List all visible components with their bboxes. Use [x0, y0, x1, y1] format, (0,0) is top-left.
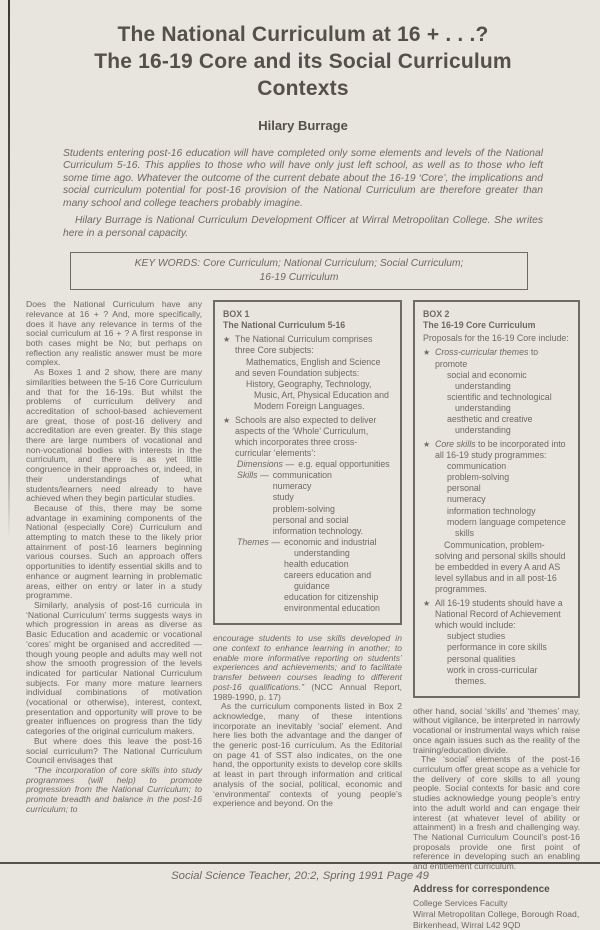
box2-skill-item: personal [447, 483, 571, 494]
paragraph: But where does this leave the post-16 social curriculum? The National Curriculum Council envisages that [26, 737, 202, 766]
paragraph: Does the National Curriculum have any relevance at 16 + ? And, more specifically, does it have any relevance in terms of the social curriculum at 16 + ? A first response in both cases might be No; but perhaps on reflection any realistic answer must be more complex. [26, 300, 202, 368]
skills-label: Skills — [237, 470, 269, 536]
paragraph: Because of this, there may be some advantage in examining components of the National (especially Core) Curriculum and attempting to match these to the likely prior attainment of post-16 learners beginning various courses. Such an approach offers opportunities to identify essential skills and to enhance or augment learning in problematic areas, either on entry or later in a study programme. [26, 504, 202, 601]
box2-bullet-record [423, 598, 571, 687]
box2-record-item: subject studies [447, 631, 571, 642]
themes-label: Themes — [237, 537, 280, 615]
box2-core-skills-note: Communication, problem-solving and personal skills should be embedded in every A and AS level syllabus and in all post-16 programmes. [435, 540, 571, 595]
box1-core-subjects-intro: The National Curriculum comprises three Core subjects: [235, 334, 393, 356]
box2-record-item: performance in core skills [447, 642, 571, 653]
page-title-line: Contexts [26, 76, 580, 103]
box2-theme-item: scientific and technological understanding [447, 392, 571, 414]
box2-theme-item: aesthetic and creative understanding [447, 414, 571, 436]
skills-items [273, 470, 393, 536]
star-bullet-icon: ★ [423, 439, 435, 595]
keywords-box [70, 252, 528, 290]
right-column [413, 300, 580, 866]
themes-items [284, 537, 393, 615]
box2-bullet-themes-text [435, 347, 571, 436]
box1-bullet-whole-curriculum [223, 415, 393, 614]
box2-bullet-record-text [435, 598, 571, 687]
box2-skill-item: modern language competence skills [447, 517, 571, 539]
theme-item: education for citizenship [284, 592, 393, 603]
box1-label: BOX 1 [223, 309, 393, 320]
paragraph: The ‘social’ elements of the post-16 curriculum offer great scope as a vehicle for the delivery of core skills to all young people. Social contexts for basic and core studies acknowledge young people’s entry into the adult world and can engage their interest (at whatever level of ability or attainment) in a fresh and challenging way. The National Curriculum Council’s post-16 proposals provide one first point of reference in developing such an enabling and entitlement curriculum. [413, 755, 580, 871]
theme-item: careers education and guidance [284, 570, 393, 592]
box2-record-intro: All 16-19 students should have a National Record of Achievement which would include: [435, 598, 571, 631]
box2-skill-item: problem-solving [447, 472, 571, 483]
box1-bullet-subjects [223, 334, 393, 412]
paragraph: Similarly, analysis of post-16 curricula in ‘National Curriculum’ terms suggests ways in which progression in areas as diverse as Basic Education and academic or vocational ‘cores’ might be organised and accredited — though young people and adults may well not show the smooth progression of the levels indicated for particular National Curriculum subjects. For many more mature learners individual combinations of motivation (vocational or otherwise), interest, context, presentation and opportunity will prove to be greater influences on progress than the tidy categories of the original curriculum makers. [26, 601, 202, 737]
star-bullet-icon: ★ [423, 347, 435, 436]
author-name: Hilary Burrage [26, 118, 580, 133]
keywords-line: 16-19 Curriculum [81, 271, 517, 284]
box2-core-skills-items [447, 461, 571, 539]
box2-skill-item: communication [447, 461, 571, 472]
footer [0, 862, 600, 882]
box2-skill-item: information technology [447, 506, 571, 517]
keywords-line: KEY WORDS: Core Curriculum; National Curriculum; Social Curriculum; [81, 257, 517, 270]
box2-bullet-core-skills-text [435, 439, 571, 595]
quote-citation: (NCC Annual Report, 1989-1990, p. 17) [213, 682, 402, 702]
box2-title: The 16-19 Core Curriculum [423, 320, 571, 331]
skill-item: communication [273, 470, 393, 481]
abstract [63, 148, 543, 241]
star-bullet-icon: ★ [223, 415, 235, 614]
box2-core-skills-lead: Core skills [435, 439, 476, 449]
quote-continuation [213, 634, 402, 702]
box1-skills [237, 470, 393, 536]
box1 [213, 300, 402, 625]
theme-item: health education [284, 559, 393, 570]
box2-label: BOX 2 [423, 309, 571, 320]
address-heading: Address for correspondence [413, 884, 580, 895]
box2-themes-lead: Cross-curricular themes [435, 347, 528, 357]
box2-theme-item: social and economic understanding [447, 370, 571, 392]
skill-item: study [273, 492, 393, 503]
box2-themes-items [447, 370, 571, 436]
page-edge-artifact [8, 0, 10, 540]
columns [26, 300, 580, 866]
box2-intro: Proposals for the 16-19 Core include: [423, 333, 571, 344]
page-title-line: The 16-19 Core and its Social Curriculum [26, 49, 580, 76]
box2-themes-intro [435, 347, 571, 369]
skill-item: numeracy [273, 481, 393, 492]
theme-item: economic and industrial understanding [284, 537, 393, 559]
footer-citation: Social Science Teacher, 20:2, Spring 1991 Page 49 [0, 870, 600, 882]
box2-record-items [447, 631, 571, 686]
paragraph: As Boxes 1 and 2 show, there are many similarities between the 5-16 Core Curriculum and that for the 16-19s. But whilst the problems of curriculum delivery and accreditation of school-based achievement are great, those of post-16 delivery and accreditation are even greater. By this stage there are large numbers of vocational and non-vocational bodies with interests in the curriculum, and there is as yet little congruence in their approaches or, indeed, in their understandings of what students/learners need already to have achieved when they begin particular studies. [26, 368, 202, 504]
paragraph: other hand, social ‘skills’ and ‘themes’ may, without vigilance, be interpreted in narrowly vocational or instrumental ways which raise once again issues such as the reality of the training/education divide. [413, 707, 580, 756]
theme-item: environmental education [284, 603, 393, 614]
star-bullet-icon: ★ [423, 598, 435, 687]
box1-core-subjects: Mathematics, English and Science [246, 357, 393, 368]
dimensions-items [298, 459, 393, 470]
box1-title: The National Curriculum 5-16 [223, 320, 393, 331]
abstract-text: Students entering post-16 education will have completed only some elements and levels of the National Curriculum 5-16. This applies to those who will have only just left school, as well as to those who left some time ago. Whatever the outcome of the current debate about the 16-19 ‘Core’, the implications and social curriculum potential for post-16 provision of the National Curriculum are therefore greater than many school and college teachers probably imagine. [63, 148, 543, 211]
skill-item: information technology. [273, 526, 393, 537]
address-line: Wirral Metropolitan College, Borough Road, [413, 909, 580, 920]
box2 [413, 300, 580, 698]
box1-foundation-subjects: History, Geography, Technology, Music, Art, Physical Education and Modern Foreign Languages. [246, 379, 393, 412]
box1-whole-curriculum-intro: Schools are also expected to deliver aspects of the ‘Whole’ Curriculum, which incorporates three cross-curricular ‘elements’: [235, 415, 393, 459]
address-line: College Services Faculty [413, 898, 580, 909]
skill-item: problem-solving [273, 504, 393, 515]
quote-paragraph: “The incorporation of core skills into study programmes (will help) to promote progression from the National Curriculum; to promote breadth and balance in the post-16 curriculum; to [26, 766, 202, 815]
page-title-line: The National Curriculum at 16 + . . .? [26, 22, 580, 49]
box1-foundation-intro: and seven Foundation subjects: [235, 368, 393, 379]
quote-continuation-text: encourage students to use skills developed in one context to enhance learning in another; to enable more informative reporting on students’ experiences and achievements; and to facilitate transfer between courses leading to different post-16 qualifications.” [213, 633, 402, 692]
left-column [26, 300, 202, 866]
box2-bullet-themes [423, 347, 571, 436]
box2-skill-item: numeracy [447, 494, 571, 505]
star-bullet-icon: ★ [223, 334, 235, 412]
middle-column [213, 300, 402, 866]
address-line: Birkenhead, Wirral L42 9QD [413, 920, 580, 930]
dimensions-label: Dimensions — [237, 459, 294, 470]
box2-core-skills-intro [435, 439, 571, 461]
author-bio: Hilary Burrage is National Curriculum Development Officer at Wirral Metropolitan College. She writes here in a personal capacity. [63, 215, 543, 240]
dimension-item: e.g. equal opportunities [298, 459, 393, 470]
box1-dimensions [237, 459, 393, 470]
box1-themes [237, 537, 393, 615]
skill-item: personal and social [273, 515, 393, 526]
box2-record-item: personal qualities [447, 654, 571, 665]
box2-themes-rest: to promote [435, 347, 538, 368]
box1-bullet-subjects-text [235, 334, 393, 412]
box2-record-item: work in cross-curricular themes. [447, 665, 571, 687]
page-title [26, 22, 580, 103]
box1-bullet-whole-curriculum-text [235, 415, 393, 614]
paragraph: As the curriculum components listed in Box 2 acknowledge, many of these intentions incorporate an inevitably ‘social’ element. And here lies both the advantage and the danger of the generic post-16 curriculum. As the Editorial on page 41 of SST also indicates, on the one hand, the opportunity exists to develop core skills at least in part through information and critical analysis of the social, political, economic and ‘environmental’ contexts of young people’s experience and beyond. On the [213, 702, 402, 809]
box2-core-skills-rest: to be incorporated into all 16-19 study programmes: [435, 439, 566, 460]
box2-bullet-core-skills [423, 439, 571, 595]
address-block [413, 898, 580, 930]
